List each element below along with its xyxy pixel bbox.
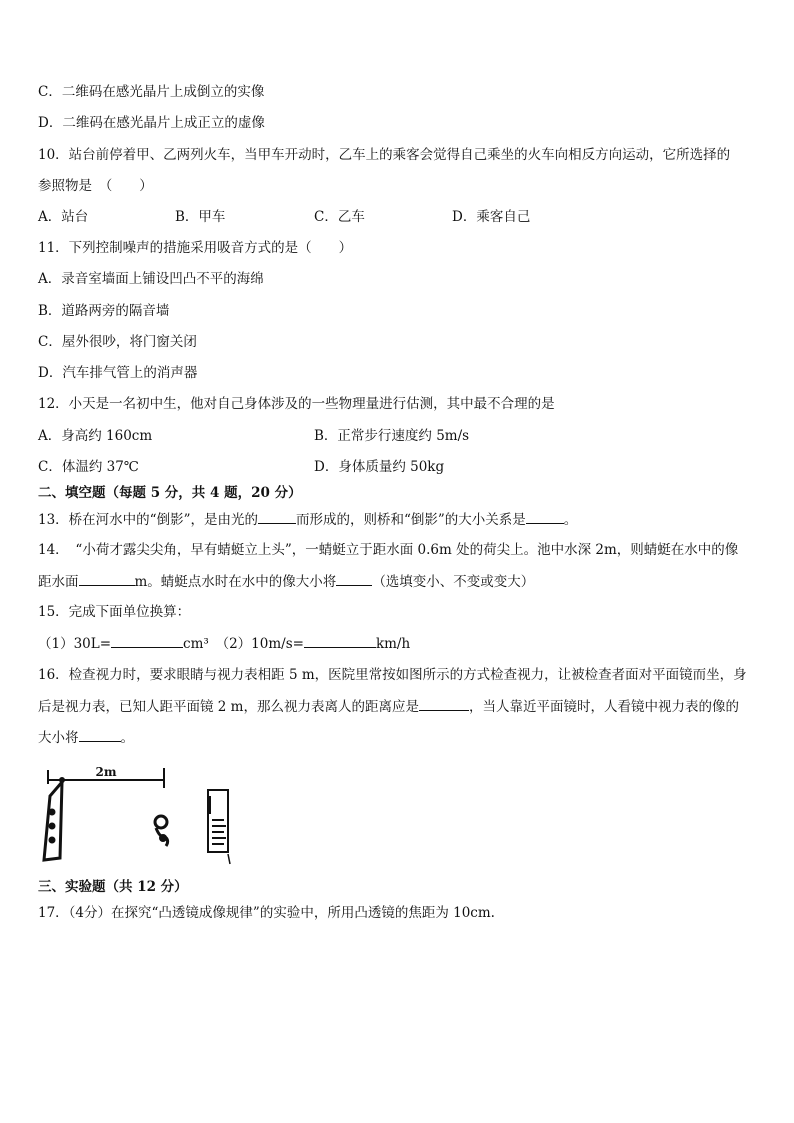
- q16-text-1: 后是视力表，已知人距平面镜 2 m，那么视力表离人的距离应是: [38, 699, 419, 715]
- q9-option-d: D．二维码在感光晶片上成正立的虚像: [38, 115, 265, 131]
- q12-stem: 12．小天是一名初中生，他对自己身体涉及的一些物理量进行估测，其中最不合理的是: [38, 396, 555, 412]
- q13: [38, 510, 577, 529]
- q11-option-a: A．录音室墙面上铺设凹凸不平的海绵: [38, 271, 264, 287]
- q15-text-1: （1）30L=: [38, 636, 112, 652]
- q10-stem-line2: 参照物是 （ ）: [38, 178, 153, 194]
- q17-stem: 17．（4分）在探究“凸透镜成像规律”的实验中，所用凸透镜的焦距为 10cm.: [38, 905, 495, 921]
- section-2-heading: 二、填空题（每题 5 分，共 4 题，20 分）: [38, 485, 302, 501]
- q16-blank-2[interactable]: [79, 728, 121, 742]
- q11-stem: 11．下列控制噪声的措施采用吸音方式的是（ ）: [38, 240, 353, 256]
- q11-option-c: C．屋外很吵，将门窗关闭: [38, 334, 197, 350]
- q14-text-1: 距水面: [38, 574, 79, 590]
- q15-parts: [38, 634, 410, 653]
- q15-stem: 15．完成下面单位换算：: [38, 604, 191, 620]
- q13-text-3: 。: [563, 512, 578, 528]
- q13-text-1: 13．桥在河水中的“倒影”，是由光的: [38, 512, 258, 528]
- q15-blank-1[interactable]: [111, 634, 183, 648]
- q11-option-b: B．道路两旁的隔音墙: [38, 303, 170, 319]
- q14-text-3: （选填变小、不变或变大）: [372, 574, 535, 590]
- q9-option-c: C．二维码在感光晶片上成倒立的实像: [38, 84, 265, 100]
- q16-text-3: 大小将: [38, 730, 79, 746]
- q16-blank-1[interactable]: [419, 697, 469, 711]
- q12-option-c: C．体温约 37℃: [38, 459, 139, 475]
- q16-text-4: 。: [120, 730, 134, 746]
- q15-text-3: km/h: [375, 636, 411, 652]
- q16-line1: 16．检查视力时，要求眼睛与视力表相距 5 m，医院里常按如图所示的方式检查视力，让被检查者面对平面镜而坐，身: [38, 667, 747, 683]
- q16-line2: [38, 697, 739, 716]
- q10-option-a: A．站台: [38, 209, 89, 225]
- q12-option-a: A．身高约 160cm: [38, 428, 153, 444]
- q16-text-2: ，当人靠近平面镜时，人看镜中视力表的像的: [468, 699, 739, 715]
- panel-dot-2: [49, 823, 56, 830]
- left-panel: [44, 782, 62, 860]
- q10-option-b: B．甲车: [175, 209, 226, 225]
- q10-option-c: C．乙车: [314, 209, 365, 225]
- q12-option-d: D．身体质量约 50kg: [314, 459, 445, 475]
- q15-blank-2[interactable]: [304, 634, 376, 648]
- section-3-heading: 三、实验题（共 12 分）: [38, 879, 188, 895]
- q14-line1: 14． “小荷才露尖尖角，早有蜻蜓立上头”，一蜻蜓立于距水面 0.6m 处的荷尖上。池中水深 2m，则蜻蜓在水中的像: [38, 542, 739, 558]
- panel-dot-1: [49, 809, 56, 816]
- q14-blank-1[interactable]: [79, 572, 135, 586]
- eye-chart: [208, 790, 230, 864]
- q11-option-d: D．汽车排气管上的消声器: [38, 365, 198, 381]
- q10-stem-line1: 10．站台前停着甲、乙两列火车，当甲车开动时，乙车上的乘客会觉得自己乘坐的火车向相反方向运动，它所选择的: [38, 147, 731, 163]
- q14-blank-2[interactable]: [336, 572, 372, 586]
- q14-text-2: m。蜻蜓点水时在水中的像大小将: [134, 574, 337, 590]
- q14-line2: [38, 572, 534, 591]
- dimension-label: 2m: [95, 765, 117, 779]
- q13-blank-1[interactable]: [258, 510, 296, 524]
- person-icon: [155, 816, 168, 846]
- q13-text-2: 而形成的，则桥和“倒影”的大小关系是: [295, 512, 526, 528]
- q16-line3: [38, 728, 134, 747]
- q12-option-b: B．正常步行速度约 5m/s: [314, 428, 470, 444]
- q10-option-d: D．乘客自己: [452, 209, 531, 225]
- panel-dot-3: [49, 837, 56, 844]
- q15-text-2: cm³ （2）10m/s=: [183, 636, 304, 652]
- q13-blank-2[interactable]: [526, 510, 564, 524]
- vision-test-diagram: [36, 760, 246, 868]
